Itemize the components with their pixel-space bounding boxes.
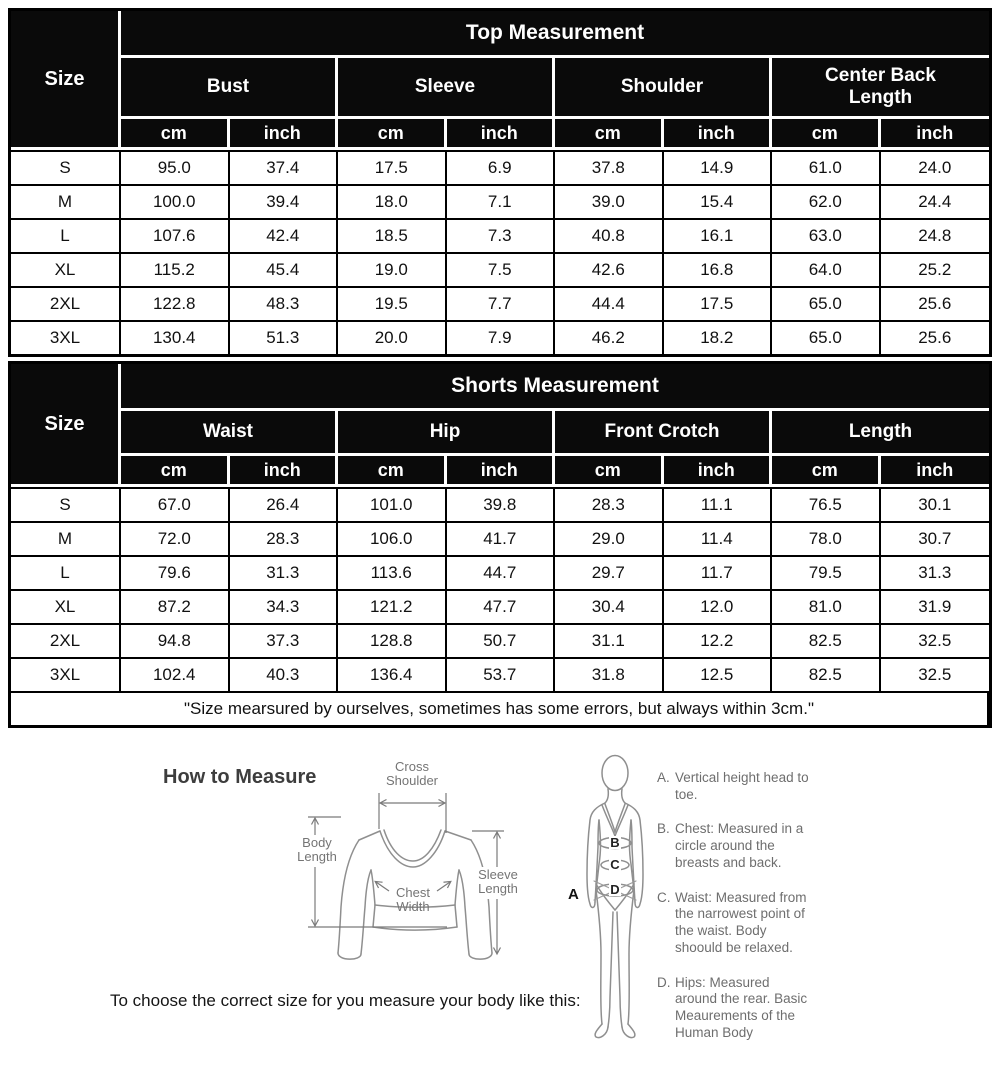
size-cell: M [11,521,121,555]
group-header-bust: Bust [121,58,338,119]
value-cell: 115.2 [121,252,230,286]
value-cell: 11.7 [664,555,773,589]
value-cell: 24.0 [881,150,990,184]
value-cell: 7.1 [447,184,556,218]
value-cell: 79.6 [121,555,230,589]
table-title: Top Measurement [121,11,989,58]
unit-header: cm [555,119,664,150]
value-cell: 34.3 [230,589,339,623]
value-cell: 46.2 [555,320,664,354]
unit-header: inch [881,119,990,150]
value-cell: 128.8 [338,623,447,657]
value-cell: 87.2 [121,589,230,623]
value-cell: 11.4 [664,521,773,555]
table-row [11,487,989,521]
value-cell: 18.2 [664,320,773,354]
value-cell: 65.0 [772,286,881,320]
value-cell: 29.7 [555,555,664,589]
value-cell: 40.3 [230,657,339,691]
value-cell: 31.9 [881,589,990,623]
table-row [11,691,989,725]
value-cell: 25.6 [881,286,990,320]
value-cell: 11.1 [664,487,773,521]
svg-text:Length: Length [297,849,337,864]
table-row [11,150,989,184]
table-row [11,58,989,119]
size-cell: L [11,218,121,252]
value-cell: 37.3 [230,623,339,657]
svg-text:Length: Length [478,881,518,896]
svg-text:Shoulder: Shoulder [385,773,439,788]
value-cell: 31.3 [881,555,990,589]
instruction-label: C. [657,889,671,905]
value-cell: 106.0 [338,521,447,555]
unit-header: inch [230,456,339,487]
svg-text:Chest: Chest [396,885,430,900]
unit-header: cm [338,456,447,487]
value-cell: 24.8 [881,218,990,252]
size-cell: S [11,150,121,184]
value-cell: 130.4 [121,320,230,354]
value-cell: 32.5 [881,623,990,657]
unit-header: inch [447,119,556,150]
table-row [11,411,989,456]
value-cell: 51.3 [230,320,339,354]
unit-header: inch [447,456,556,487]
table-row [11,521,989,555]
value-cell: 81.0 [772,589,881,623]
value-cell: 47.7 [447,589,556,623]
value-cell: 101.0 [338,487,447,521]
size-cell: L [11,555,121,589]
value-cell: 25.2 [881,252,990,286]
unit-header: cm [338,119,447,150]
value-cell: 19.5 [338,286,447,320]
value-cell: 113.6 [338,555,447,589]
value-cell: 82.5 [772,657,881,691]
value-cell: 12.5 [664,657,773,691]
size-cell: S [11,487,121,521]
table-row [11,218,989,252]
unit-header: inch [664,119,773,150]
value-cell: 30.7 [881,521,990,555]
value-cell: 44.7 [447,555,556,589]
value-cell: 48.3 [230,286,339,320]
value-cell: 7.5 [447,252,556,286]
value-cell: 102.4 [121,657,230,691]
unit-header: cm [555,456,664,487]
group-header-length: Length [772,411,989,456]
how-to-measure-title: How to Measure [163,766,317,788]
size-column-header: Size [11,364,121,487]
value-cell: 16.1 [664,218,773,252]
top-measurement-table [8,8,992,357]
disclaimer-note: "Size mearsured by ourselves, sometimes has some errors, but always within 3cm." [11,691,989,725]
value-cell: 20.0 [338,320,447,354]
garment-measurement-diagram [285,757,575,977]
instruction-text: Chest: Measured in a circle around the breasts and back. [675,821,804,870]
value-cell: 25.6 [881,320,990,354]
svg-text:Cross: Cross [395,759,429,774]
value-cell: 17.5 [338,150,447,184]
value-cell: 24.4 [881,184,990,218]
value-cell: 12.0 [664,589,773,623]
group-header-waist: Waist [121,411,338,456]
value-cell: 18.5 [338,218,447,252]
garment-labels [297,759,521,914]
table-row [11,657,989,691]
table-row [11,623,989,657]
size-cell: XL [11,589,121,623]
value-cell: 6.9 [447,150,556,184]
value-cell: 31.8 [555,657,664,691]
value-cell: 39.4 [230,184,339,218]
instruction-text: Hips: Measured around the rear. Basic Meaurements of the Human Body [675,974,808,1040]
value-cell: 32.5 [881,657,990,691]
table-row [11,252,989,286]
value-cell: 100.0 [121,184,230,218]
size-cell: 3XL [11,657,121,691]
value-cell: 30.4 [555,589,664,623]
table-row [11,119,989,150]
value-cell: 16.8 [664,252,773,286]
value-cell: 12.2 [664,623,773,657]
value-cell: 50.7 [447,623,556,657]
instruction-item-d [657,975,813,1042]
unit-header: cm [121,456,230,487]
svg-text:A: A [568,886,579,903]
table-row [11,184,989,218]
size-cell: 2XL [11,623,121,657]
value-cell: 7.7 [447,286,556,320]
svg-text:B: B [610,835,620,850]
instruction-item-a [657,770,813,803]
value-cell: 107.6 [121,218,230,252]
value-cell: 61.0 [772,150,881,184]
value-cell: 7.3 [447,218,556,252]
measurement-arrows [308,793,504,953]
value-cell: 28.3 [555,487,664,521]
value-cell: 31.3 [230,555,339,589]
svg-text:Body: Body [302,835,332,850]
value-cell: 122.8 [121,286,230,320]
value-cell: 65.0 [772,320,881,354]
svg-text:D: D [610,882,620,897]
svg-text:Sleeve: Sleeve [478,867,518,882]
table-row [11,11,989,58]
figure-letter-labels [568,835,621,903]
value-cell: 14.9 [664,150,773,184]
value-cell: 30.1 [881,487,990,521]
size-cell: M [11,184,121,218]
size-cell: 2XL [11,286,121,320]
group-header-front-crotch: Front Crotch [555,411,772,456]
value-cell: 63.0 [772,218,881,252]
value-cell: 29.0 [555,521,664,555]
value-cell: 31.1 [555,623,664,657]
group-header-center-back-length: Center Back Length [772,58,989,119]
unit-header: inch [230,119,339,150]
value-cell: 94.8 [121,623,230,657]
value-cell: 95.0 [121,150,230,184]
value-cell: 76.5 [772,487,881,521]
group-header-hip: Hip [338,411,555,456]
value-cell: 42.6 [555,252,664,286]
table-row [11,286,989,320]
value-cell: 121.2 [338,589,447,623]
value-cell: 62.0 [772,184,881,218]
measurement-instructions [657,770,813,1060]
value-cell: 78.0 [772,521,881,555]
unit-header: cm [772,119,881,150]
value-cell: 18.0 [338,184,447,218]
value-cell: 40.8 [555,218,664,252]
unit-header: inch [881,456,990,487]
instruction-label: A. [657,770,670,785]
svg-text:C: C [610,857,620,872]
value-cell: 28.3 [230,521,339,555]
value-cell: 41.7 [447,521,556,555]
value-cell: 37.8 [555,150,664,184]
instruction-item-b [657,821,813,871]
instruction-text: Vertical height head to toe. [675,770,809,802]
value-cell: 53.7 [447,657,556,691]
instruction-text: Waist: Measured from the narrowest point of the waist. Body shoould be relaxed. [675,889,807,955]
value-cell: 45.4 [230,252,339,286]
group-header-sleeve: Sleeve [338,58,555,119]
table-row [11,589,989,623]
size-cell: XL [11,252,121,286]
table-title: Shorts Measurement [121,364,989,411]
unit-header: cm [772,456,881,487]
group-header-shoulder: Shoulder [555,58,772,119]
value-cell: 15.4 [664,184,773,218]
table-row [11,320,989,354]
choose-size-footer: To choose the correct size for you measure your body like this: [110,991,581,1010]
value-cell: 19.0 [338,252,447,286]
table-row [11,364,989,411]
value-cell: 7.9 [447,320,556,354]
svg-text:Width: Width [396,899,430,914]
shorts-measurement-table [8,361,992,728]
table-row [11,555,989,589]
unit-header: inch [664,456,773,487]
value-cell: 39.8 [447,487,556,521]
value-cell: 39.0 [555,184,664,218]
value-cell: 26.4 [230,487,339,521]
instruction-item-c [657,890,813,957]
value-cell: 67.0 [121,487,230,521]
size-column-header: Size [11,11,121,150]
value-cell: 82.5 [772,623,881,657]
value-cell: 79.5 [772,555,881,589]
value-cell: 72.0 [121,521,230,555]
value-cell: 64.0 [772,252,881,286]
value-cell: 136.4 [338,657,447,691]
instruction-label: D. [657,974,671,990]
instruction-label: B. [657,821,670,837]
size-cell: 3XL [11,320,121,354]
value-cell: 37.4 [230,150,339,184]
unit-header: cm [121,119,230,150]
value-cell: 42.4 [230,218,339,252]
value-cell: 44.4 [555,286,664,320]
value-cell: 17.5 [664,286,773,320]
table-row [11,456,989,487]
